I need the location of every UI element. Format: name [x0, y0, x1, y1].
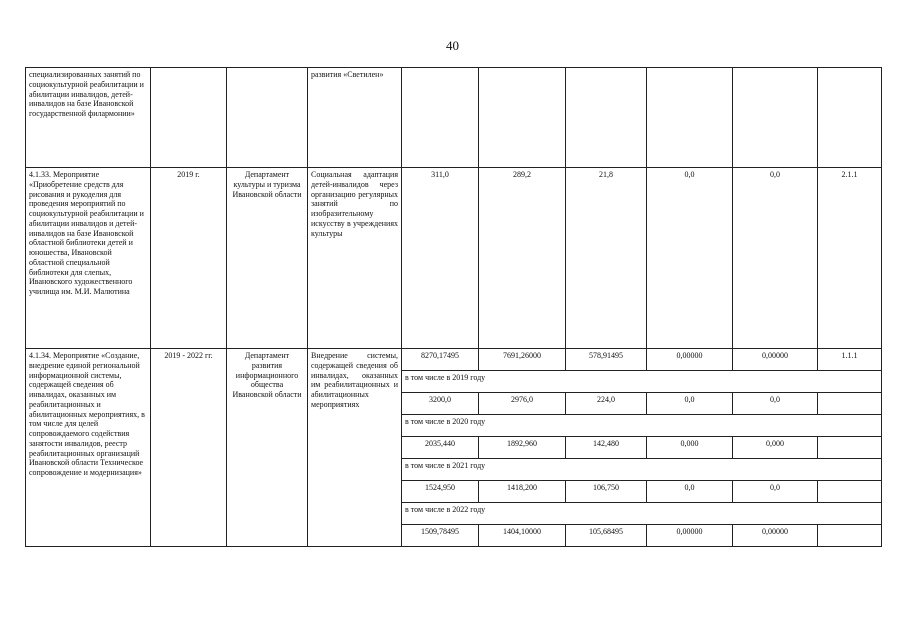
amount-total-cell: 311,0: [402, 168, 479, 349]
amount-cell: 106,750: [566, 481, 647, 503]
program-table: [25, 67, 882, 547]
period-cell: 2019 г.: [151, 168, 227, 349]
year-label: в том числе в 2021 году: [402, 459, 882, 481]
amount-cell: 2976,0: [479, 393, 566, 415]
amount-cell: 289,2: [479, 168, 566, 349]
amount-cell: 1892,960: [479, 437, 566, 459]
amount-cell: 142,480: [566, 437, 647, 459]
amount-total-cell: 2035,440: [402, 437, 479, 459]
amount-cell: 0,0: [733, 168, 818, 349]
activity-name-cell: 4.1.34. Мероприятие «Создание, внедрение единой региональной информационной системы, содержащей сведения об инвалидах, оказанных им реабилитационных и абилитационных мероприятиях, в том числе для целей сопровождаемого содействия занятости инвалидов, реестр реабилитационных организаций Ивановской области Техническое сопровождение и модернизация»: [26, 349, 151, 547]
amount-cell: 21,8: [566, 168, 647, 349]
amount-cell: 0,00000: [647, 349, 733, 371]
page-number: 40: [446, 38, 459, 53]
amount-cell: 0,0: [733, 393, 818, 415]
amount-cell: 0,0: [733, 481, 818, 503]
amount-cell: 7691,26000: [479, 349, 566, 371]
amount-cell: 0,00000: [733, 349, 818, 371]
amount-cell: 0,00000: [733, 525, 818, 547]
year-label: в том числе в 2022 году: [402, 503, 882, 525]
amount-cell: 0,000: [733, 437, 818, 459]
amount-cell: 0,00000: [647, 525, 733, 547]
amount-cell: 105,68495: [566, 525, 647, 547]
amount-cell: 0,0: [647, 393, 733, 415]
executor-cell: Департамент развития информационного общества Ивановской области: [227, 349, 308, 547]
amount-total-cell: 8270,17495: [402, 349, 479, 371]
table-row-4-1-33: [26, 168, 882, 349]
amount-total-cell: 1509,78495: [402, 525, 479, 547]
amount-cell: 0,0: [647, 168, 733, 349]
table-row-continuation: [26, 68, 882, 168]
amount-cell: 224,0: [566, 393, 647, 415]
indicator-cell: 1.1.1: [818, 349, 882, 371]
year-label: в том числе в 2019 году: [402, 371, 882, 393]
expected-result-cell: Социальная адаптация детей-инвалидов через организацию регулярных занятий по изобразительному искусству в учреждениях культуры: [308, 168, 402, 349]
executor-cell: Департамент культуры и туризма Ивановской области: [227, 168, 308, 349]
expected-result-cell: развития «Светилен»: [308, 68, 402, 168]
table-row-4-1-34: [26, 349, 882, 371]
amount-cell: 0,0: [647, 481, 733, 503]
amount-cell: 578,91495: [566, 349, 647, 371]
amount-cell: 1418,200: [479, 481, 566, 503]
amount-cell: 0,000: [647, 437, 733, 459]
amount-cell: 1404,10000: [479, 525, 566, 547]
amount-total-cell: 1524,950: [402, 481, 479, 503]
activity-name-cell: 4.1.33. Мероприятие «Приобретение средств для рисования и рукоделия для проведения мероприятий по социокультурной реабилитации и абилитации инвалидов и детей-инвалидов на базе Ивановской областной библиотеки детей и юношества, Ивановской областной специальной библиотеки для слепых, Ивановского художественного училища им. М.И. Малютина: [26, 168, 151, 349]
year-label: в том числе в 2020 году: [402, 415, 882, 437]
indicator-cell: 2.1.1: [818, 168, 882, 349]
period-cell: 2019 - 2022 гг.: [151, 349, 227, 547]
expected-result-cell: Внедрение системы, содержащей сведения об инвалидах, оказанных им реабилитационных и абилитационных мероприятиях: [308, 349, 402, 547]
amount-total-cell: 3200,0: [402, 393, 479, 415]
activity-name-cell: специализированных занятий по социокультурной реабилитации и абилитации инвалидов, детей-инвалидов на базе Ивановской государственной филармонии»: [26, 68, 151, 168]
